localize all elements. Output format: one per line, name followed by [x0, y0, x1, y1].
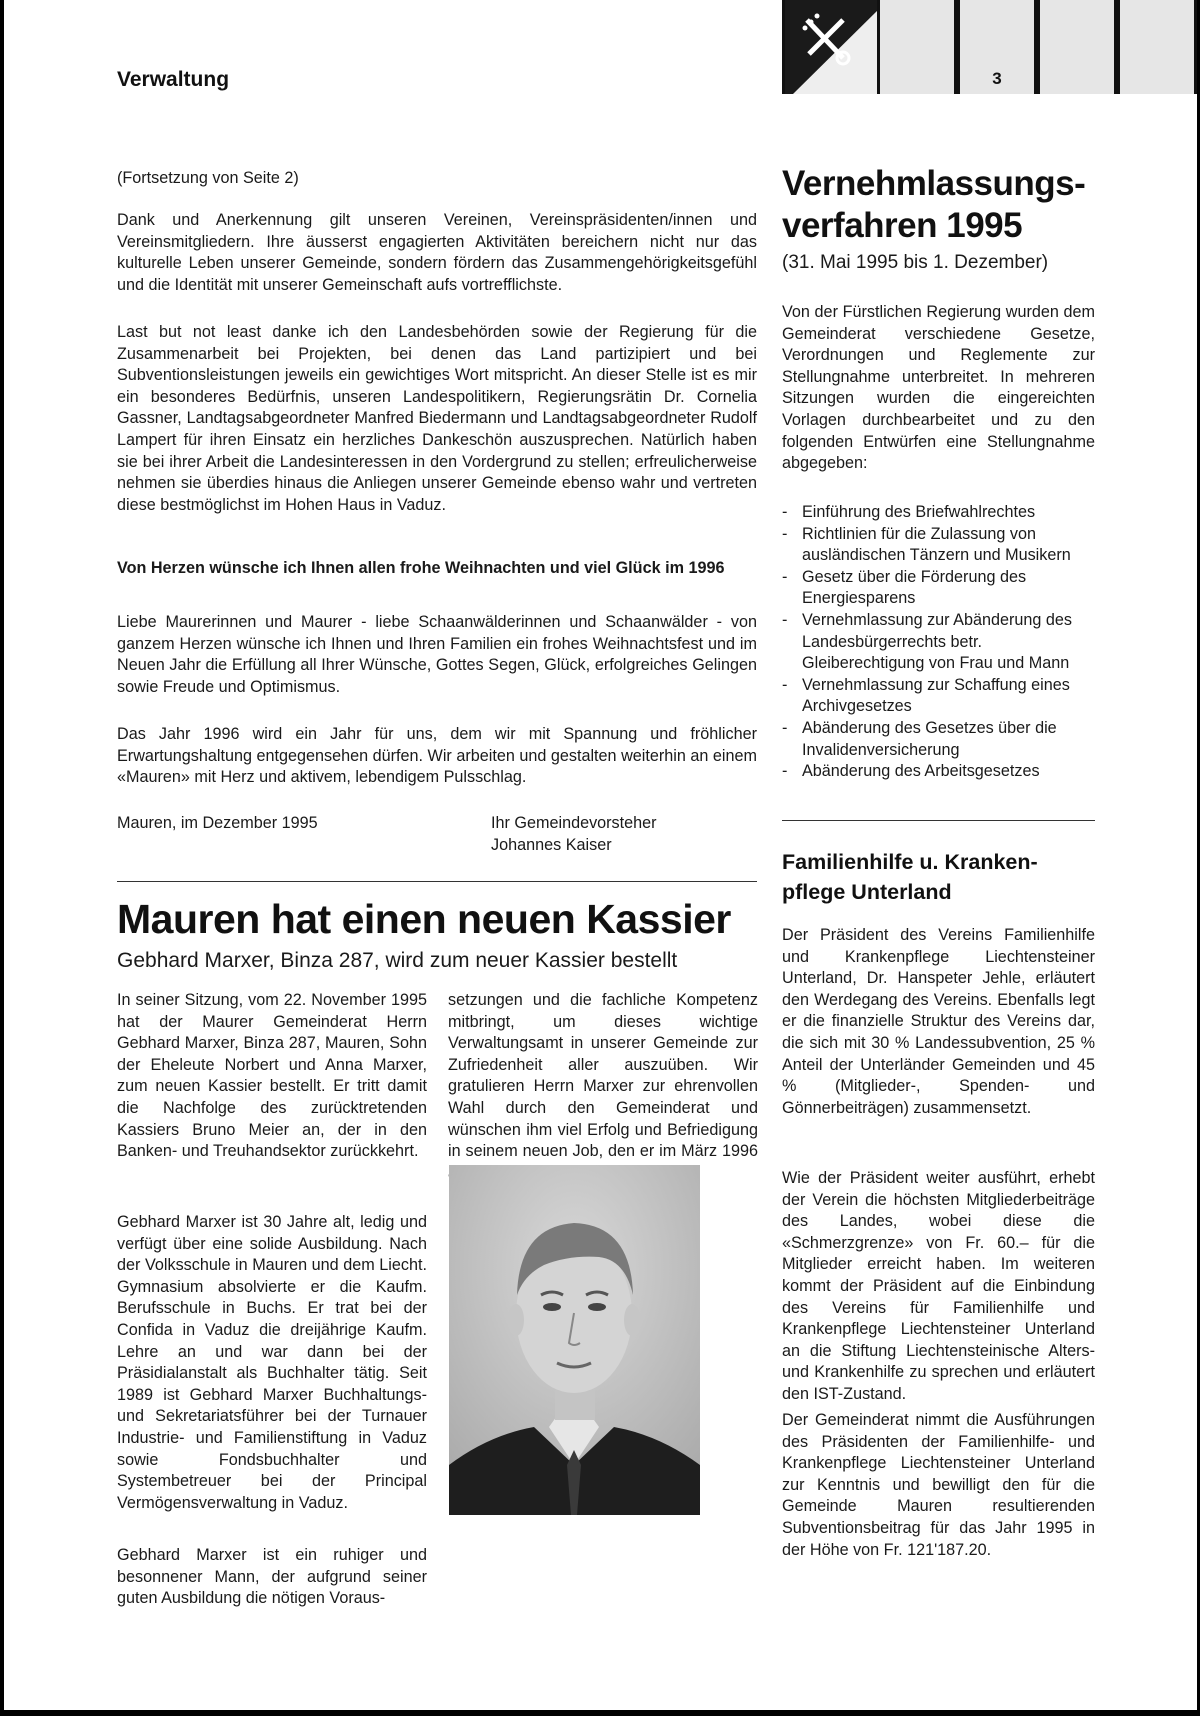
- header-tab: [1117, 0, 1197, 94]
- header-tab-bars: [782, 0, 1197, 94]
- familienhilfe-paragraph-3: Der Gemeinderat nimmt die Ausführungen des Präsidenten der Familienhilfe- und Krankenpflege Liechtensteiner Unterland zur Kenntnis und bewilligt den für die Gemeinde Mauren resultierenden Subventionsbeitrag für das Jahr 1995 in der Höhe von Fr. 121'187.20.: [782, 1411, 1095, 1559]
- vernehmlassung-title-line-1: Vernehmlassungs-: [782, 164, 1086, 203]
- letter-paragraph-2: Last but not least danke ich den Landesbehörden sowie der Regierung für die Zusammenarbeit bei Projekten, bei denen das Land partizipiert und bei Subventionsleistungen jeweils ein gewichtiges Wort mitspricht. An dieser Stelle ist es mir ein besonderes Bedürfnis, unseren Landespolitikern, Regierungsrätin Dr. Cornelia Gassner, Landtagsabgeordneter Manfred Biedermann und Landtagsabgeordneter Rudolf Lampert für ihren Einsatz ein herzliches Dankeschön auszusprechen. Natürlich haben sie bei ihrer Arbeit die Landesinteressen in den Vordergrund zu stellen; erfreulicherweise nehmen sie überdies hinaus die Anliegen unserer Gemeinde ebenso wahr und vertreten diese bestmöglichst im Hohen Haus in Vaduz.: [117, 323, 757, 514]
- section-label: Verwaltung: [117, 68, 230, 91]
- page-number: 3: [992, 69, 1002, 88]
- page: [4, 0, 1197, 1710]
- familienhilfe-paragraph-1: Der Präsident des Vereins Familienhilfe und Krankenpflege Liechtensteiner Unterland, Dr. Hanspeter Jehle, erläutert den Werdegang des Vereins. Ebenfalls legt er die finanzielle Struktur des Vereins dar, die sich mit 30 % Landessubvention, 25 % Anteil der Unterländer Gemeinden und 45 % (Mitglieder-, Spenden- und Gönnerbeiträgen) zusammensetzt.: [782, 926, 1095, 1117]
- signature-name: Johannes Kaiser: [491, 836, 612, 854]
- kassier-title: Mauren hat einen neuen Kassier: [117, 896, 731, 942]
- kassier-col1-paragraph-1: In seiner Sitzung, vom 22. November 1995 hat der Maurer Gemeinderat Herrn Gebhard Marxer, Binza 287, Mauren, Sohn der Eheleute Norbert und Anna Marxer, zum neuen Kassier bestellt. Er tritt damit die Nachfolge des zurücktretenden Kassiers Bruno Meier an, der in den Banken- und Treuhandsektor zurückkehrt.: [117, 991, 427, 1161]
- letter-paragraph-3: Liebe Maurerinnen und Maurer - liebe Schaanwälderinnen und Schaanwälder - von ganzem Herzen wünsche ich Ihnen und Ihren Familien ein frohes Weihnachtsfest und im Neuen Jahr die Erfüllung all Ihrer Wünsche, Gottes Segen, Glück, erfolgreiches Gelingen sowie Freude und Optimismus.: [117, 613, 757, 696]
- kassier-col1-paragraph-2: Gebhard Marxer ist 30 Jahre alt, ledig und verfügt über eine solide Ausbildung. Nach der Volksschule in Mauren und dem Liecht. Gymnasium absolvierte er die Kaufm. Berufsschule in Buchs. Er trat bei der Confida in Vaduz die dreijährige Kaufm. Lehre an und war dann bei der Präsidialanstalt als Buchhalter tätig. Seit 1989 ist Gebhard Marxer Buchhaltungs- und Sekretariatsführer bei der Turnauer Industrie- und Familienstiftung in Vaduz sowie Fondsbuchhalter und Systembetreuer bei der Principal Vermögensverwaltung in Vaduz.: [117, 1213, 427, 1512]
- divider: [782, 820, 1095, 821]
- continuation-note: (Fortsetzung von Seite 2): [117, 169, 299, 187]
- list-item: - Einführung des Briefwahlrechtes: [782, 502, 1095, 524]
- list-item: - Richtlinien für die Zulassung von ausländischen Tänzern und Musikern: [782, 524, 1095, 567]
- signature-role: Ihr Gemeindevorsteher: [491, 814, 657, 832]
- place-date: Mauren, im Dezember 1995: [117, 814, 318, 832]
- familienhilfe-paragraph-2: Wie der Präsident weiter ausführt, erhebt der Verein die höchsten Mitgliederbeiträge des Landes, wobei diese die «Schmerzgrenze» von Fr. 60.– für die Mitglieder erreicht haben. Im weiteren kommt der Präsident auf die Einbindung des Vereins für Familienhilfe und Krankenpflege Liechtensteiner Unterland an die Stiftung Liechtensteinische Alters- und Krankenhilfe zu sprechen und erläutert den IST-Zustand.: [782, 1169, 1095, 1403]
- crossed-tools-emblem-icon: [785, 0, 880, 94]
- list-item: - Abänderung des Arbeitsgesetzes: [782, 761, 1095, 783]
- letter-paragraph-1: Dank und Anerkennung gilt unseren Vereinen, Vereinspräsidenten/innen und Vereinsmitgliedern. Ihre äusserst engagierten Aktivitäten bereichern nicht nur das kulturelle Leben unserer Gemeinde, sondern fördern das Zusammengehörigkeitsgefühl und die Identität mit unserer Gemeinschaft aufs vortrefflichste.: [117, 211, 757, 294]
- list-item: - Gesetz über die Förderung des Energiesparens: [782, 567, 1095, 610]
- header-tab: [1037, 0, 1117, 94]
- list-item: - Vernehmlassung zur Schaffung eines Archivgesetzes: [782, 675, 1095, 718]
- familienhilfe-title-line-1: Familienhilfe u. Kranken-: [782, 850, 1038, 874]
- kassier-col2-paragraph-1: setzungen und die fachliche Kompetenz mitbringt, um dieses wichtige Verwaltungsamt in unserer Gemeinde zur Zufriedenheit aller auszuüben. Wir gratulieren Herrn Marxer zur ehrenvollen Wahl durch den Gemeinderat und wünschen ihm viel Erfolg und Befriedigung in seinem neuen Job, den er im März 1996: [448, 991, 758, 1161]
- vernehmlassung-title-line-2: verfahren 1995: [782, 206, 1023, 245]
- header-tab: [877, 0, 957, 94]
- familienhilfe-title-line-2: pflege Unterland: [782, 880, 952, 904]
- vernehmlassung-list: [782, 502, 1095, 783]
- list-item: - Vernehmlassung zur Abänderung des Landesbürgerrechts betr. Gleiberechtigung von Frau und Mann: [782, 610, 1095, 675]
- divider: [117, 881, 757, 882]
- vernehmlassung-intro: Von der Fürstlichen Regierung wurden dem Gemeinderat verschiedene Gesetze, Verordnungen und Reglemente zur Stellungnahme unterbreitet. In mehreren Sitzungen wurden die eingereichten Vorlagen durchbearbeitet und zu den folgenden Entwürfen eine Stellungnahme abgegeben:: [782, 303, 1095, 473]
- portrait-photo: [449, 1165, 700, 1515]
- letter-heading: Von Herzen wünsche ich Ihnen allen frohe Weihnachten und viel Glück im 1996: [117, 559, 725, 577]
- letter-paragraph-4: Das Jahr 1996 wird ein Jahr für uns, dem wir mit Spannung und fröhlicher Erwartungshaltung entgegensehen dürfen. Wir arbeiten und gestalten weiterhin an einem «Mauren» mit Herz und aktivem, lebendigem Pulsschlag.: [117, 725, 757, 787]
- kassier-col1-paragraph-3: Gebhard Marxer ist ein ruhiger und besonnener Mann, der aufgrund seiner guten Ausbildung die nötigen Voraus-: [117, 1546, 427, 1608]
- list-item: - Abänderung des Gesetzes über die Invalidenversicherung: [782, 718, 1095, 761]
- vernehmlassung-dates: (31. Mai 1995 bis 1. Dezember): [782, 252, 1049, 273]
- kassier-subtitle: Gebhard Marxer, Binza 287, wird zum neuer Kassier bestellt: [117, 949, 678, 972]
- emblem-tab: [782, 0, 877, 94]
- page-number-tab: [957, 0, 1037, 94]
